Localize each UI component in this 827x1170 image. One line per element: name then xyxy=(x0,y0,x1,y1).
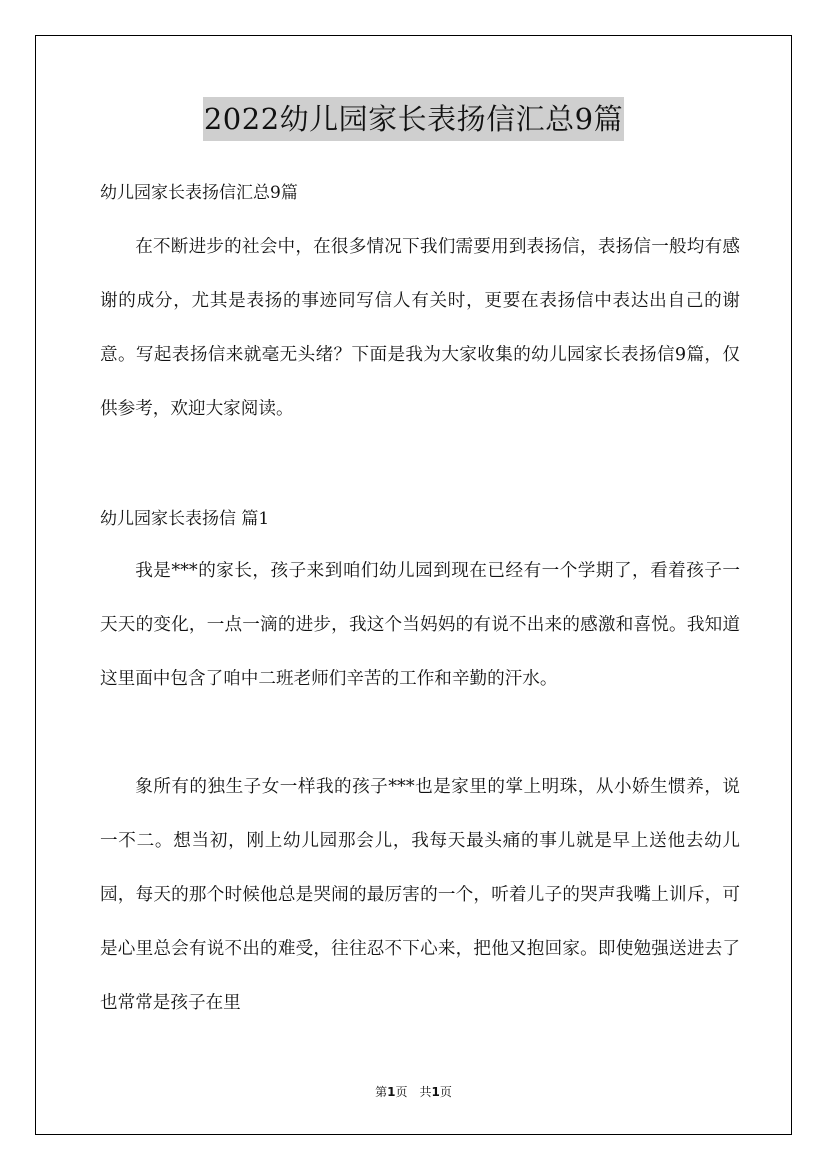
title-container xyxy=(0,97,827,141)
body-paragraph: 象所有的独生子女一样我的孩子***也是家里的掌上明珠，从小娇生惯养，说一不二。想当初，刚上幼儿园那会儿，我每天最头痛的事儿就是早上送他去幼儿园，每天的那个时候他总是哭闹的最厉害的一个，听着儿子的哭声我嘴上训斥，可是心里总会有说不出的难受，往往忍不下心来，把他又抱回家。即使勉强送进去了也常常是孩子在里 xyxy=(100,777,740,1013)
page-prefix: 第 xyxy=(375,1085,388,1099)
document-title: 2022幼儿园家长表扬信汇总9篇 xyxy=(203,97,624,141)
body-paragraph: 我是***的家长，孩子来到咱们幼儿园到现在已经有一个学期了，看着孩子一天天的变化，一点一滴的进步，我这个当妈妈的有说不出来的感激和喜悦。我知道这里面中包含了咱中二班老师们辛苦的工作和辛勤的汗水。 xyxy=(100,561,740,689)
section-heading: 幼儿园家长表扬信 篇1 xyxy=(100,509,270,529)
page-total: 1 xyxy=(431,1085,440,1099)
document-subtitle: 幼儿园家长表扬信汇总9篇 xyxy=(100,183,298,203)
intro-paragraph: 在不断进步的社会中，在很多情况下我们需要用到表扬信，表扬信一般均有感谢的成分，尤其是表扬的事迹同写信人有关时，更要在表扬信中表达出自己的谢意。写起表扬信来就毫无头绪？下面是我为大家收集的幼儿园家长表扬信9篇，仅供参考，欢迎大家阅读。 xyxy=(100,237,740,419)
page-suffix: 页 xyxy=(439,1085,452,1099)
page-mid: 页 共 xyxy=(395,1085,432,1099)
page-footer xyxy=(0,1082,827,1102)
page-current: 1 xyxy=(387,1085,396,1099)
